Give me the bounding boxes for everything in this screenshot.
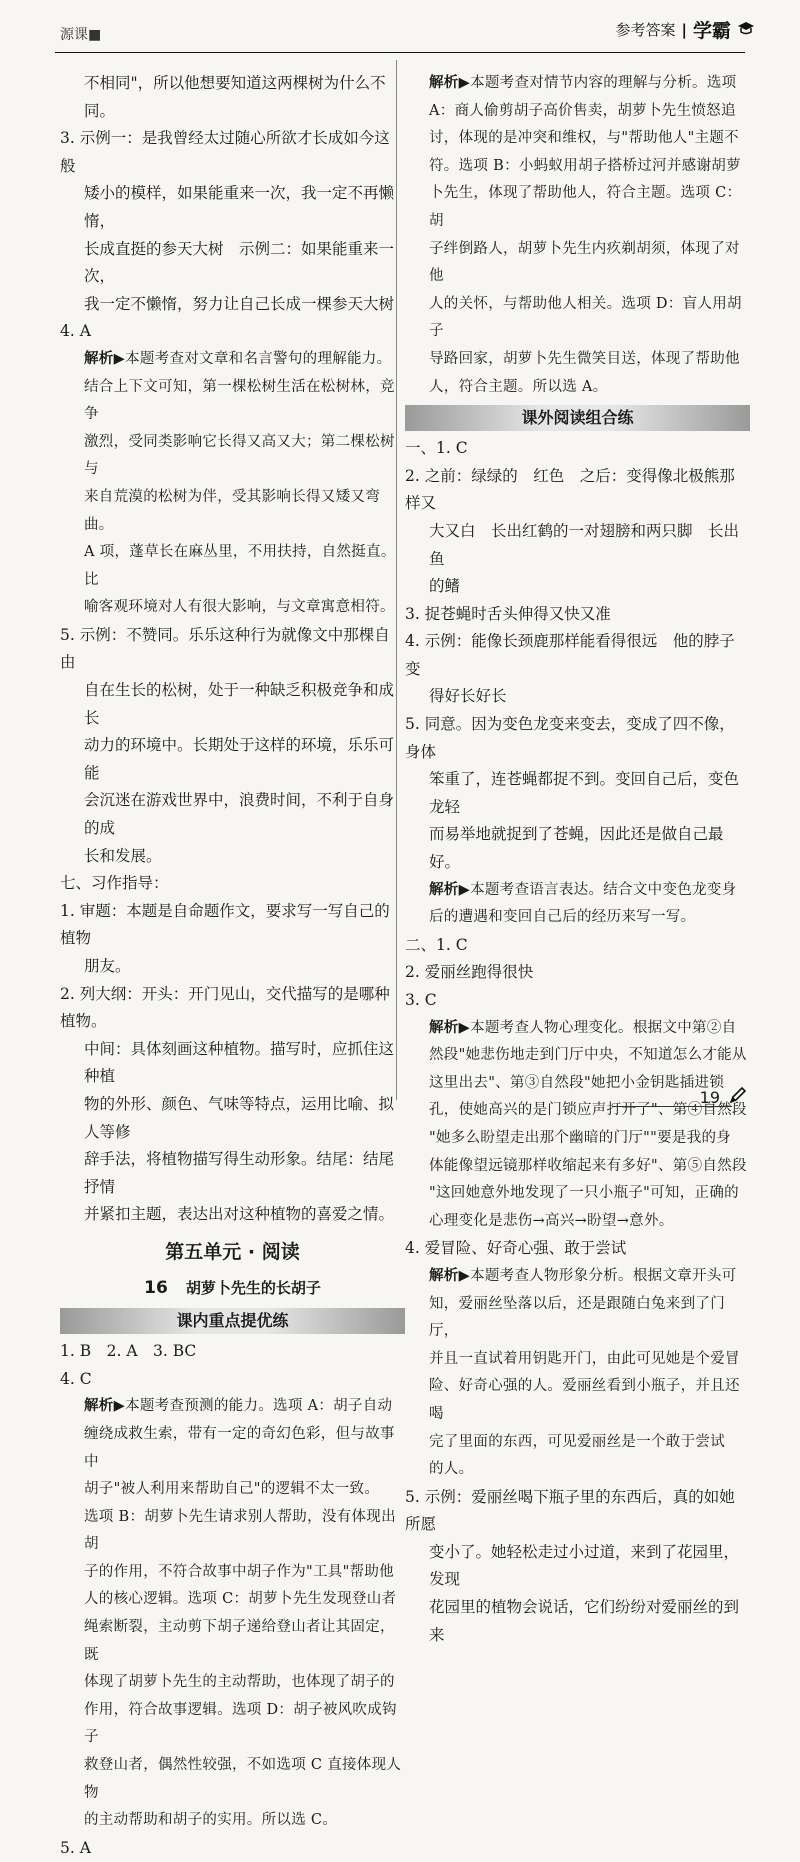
text-line: 子绊倒路人，胡萝卜先生内疚剃胡须，体现了对他 xyxy=(429,240,740,285)
text-line: "她多么盼望走出那个幽暗的门厅""要是我的身 xyxy=(429,1129,732,1146)
graduation-cap-icon xyxy=(737,21,755,39)
answer-item: 1. 审题：本题是自命题作文，要求写一写自己的植物 xyxy=(60,901,390,948)
right-column xyxy=(405,70,750,1649)
answer-item: 5. A xyxy=(60,1838,91,1857)
lesson-number: 16 xyxy=(144,1277,168,1298)
header-rule xyxy=(55,52,745,53)
text-line: 并且一直试着用钥匙开门，由此可见她是个爱冒 xyxy=(429,1350,740,1367)
section-heading: 七、习作指导： xyxy=(60,874,169,893)
answer-item: 4. 示例：能像长颈鹿那样能看得很远 他的脖子变 xyxy=(405,632,735,678)
text-line: 变小了。她轻松走过小过道，来到了花园里，发现 xyxy=(429,1542,740,1589)
text-line: 孔，使她高兴的是门锁应声打开了"、第④自然段 xyxy=(429,1102,747,1119)
explanation-label: 解析▶ xyxy=(84,1398,126,1415)
explanation: 解析▶本题考查人物心理变化。根据文中第②自 xyxy=(429,1019,737,1036)
text-line: 自在生长的松树，处于一种缺乏积极竞争和成长 xyxy=(84,681,395,727)
text-line: 的主动帮助和胡子的实用。所以选 C。 xyxy=(84,1812,338,1829)
explanation: 解析▶本题考查人物形象分析。根据文章开头可 xyxy=(429,1267,737,1284)
text-line: 然段"她悲伤地走到门厅中央，不知道怎么才能从 xyxy=(429,1047,747,1064)
text-line: 激烈，受同类影响它长得又高又大；第二棵松树与 xyxy=(84,433,395,478)
answer-item: 3. 示例一：是我曾经太过随心所欲才长成如今这般 xyxy=(60,129,390,175)
text-line: 会沉迷在游戏世界中，浪费时间，不利于自身的成 xyxy=(84,791,395,838)
text-line: 而易举地就捉到了苍蝇，因此还是做自己最好。 xyxy=(429,825,724,872)
text-line: 救登山者，偶然性较强，不如选项 C 直接体现人物 xyxy=(84,1757,402,1801)
text-line: 讨，体现的是冲突和维权，与"帮助他人"主题不 xyxy=(429,130,739,147)
text-line: 花园里的植物会说话，它们纷纷对爱丽丝的到来 xyxy=(429,1598,740,1644)
footer-rule xyxy=(612,1106,732,1107)
explanation: 解析▶本题考查对文章和名言警句的理解能力。 xyxy=(84,350,392,367)
text-line: 喻客观环境对人有很大影响，与文章寓意相符。 xyxy=(84,599,395,616)
text-line: 绳索断裂，主动剪下胡子递给登山者让其固定，既 xyxy=(84,1619,395,1663)
explanation: 解析▶本题考查对情节内容的理解与分析。选项 xyxy=(429,75,737,91)
text-line: 动力的环境中。长期处于这样的环境，乐乐可能 xyxy=(84,736,395,782)
text-line: 人的核心逻辑。选项 C：胡萝卜先生发现登山者 xyxy=(84,1591,397,1608)
text-line: 胡子"被人利用来帮助自己"的逻辑不太一致。 xyxy=(84,1481,380,1498)
answer-item: 5. 示例：爱丽丝喝下瓶子里的东西后，真的如她所愿 xyxy=(405,1487,735,1534)
text-line: 长和发展。 xyxy=(84,846,162,865)
left-column xyxy=(60,70,405,1862)
answer-item: 一、1. C xyxy=(405,439,468,458)
answer-item: 5. 示例：不赞同。乐乐这种行为就像文中那棵自由 xyxy=(60,625,390,672)
answer-item: 5. 同意。因为变色龙变来变去，变成了四不像，身体 xyxy=(405,715,735,761)
section-banner: 课内重点提优练 xyxy=(60,1308,405,1334)
text-line: 辞手法，将植物描写得生动形象。结尾：结尾抒情 xyxy=(84,1150,395,1196)
text-line: 完了里面的东西，可见爱丽丝是一个敢于尝试 xyxy=(429,1433,725,1450)
text-line: A：商人偷剪胡子高价售卖，胡萝卜先生愤怒追 xyxy=(429,102,736,119)
text-line: 物的外形、颜色、气味等特点，运用比喻、拟人等修 xyxy=(84,1094,395,1141)
header-separator: | xyxy=(681,20,687,39)
answer-item: 3. C xyxy=(405,991,437,1009)
text-line: 作用，符合故事逻辑。选项 D：胡子被风吹成钩子 xyxy=(84,1701,397,1746)
header-right xyxy=(615,16,755,43)
text-line: "这回她意外地发现了一只小瓶子"可知，正确的 xyxy=(429,1185,739,1202)
text-line: 不相同"，所以他想要知道这两棵树为什么不同。 xyxy=(84,74,386,120)
text-line: 体能像望远镜那样收缩起来有多好"、第⑤自然段 xyxy=(429,1157,747,1174)
answer-item: 1. B 2. A 3. BC xyxy=(60,1342,197,1361)
text-line: 心理变化是悲伤→高兴→盼望→意外。 xyxy=(429,1212,674,1229)
text-line: 得好长好长 xyxy=(429,687,507,706)
text-line: 体现了胡萝卜先生的主动帮助，也体现了胡子的 xyxy=(84,1674,395,1691)
text-line: 选项 B：胡萝卜先生请求别人帮助，没有体现出胡 xyxy=(84,1508,396,1553)
unit-title: 第五单元 · 阅读 xyxy=(165,1240,300,1263)
answer-item: 4. A xyxy=(60,322,91,341)
text-line: 人，符合主题。所以选 A。 xyxy=(429,378,608,395)
answer-item: 2. 之前：绿绿的 红色 之后：变得像北极熊那样又 xyxy=(405,466,735,513)
page-number: 19 xyxy=(699,1087,720,1107)
text-line: 知，爱丽丝坠落以后，还是跟随白兔来到了门厅， xyxy=(429,1295,725,1340)
explanation-label: 解析▶ xyxy=(429,1019,471,1036)
answer-item: 2. 爱丽丝跑得很快 xyxy=(405,963,534,982)
text-line: 我一定不懒惰，努力让自己长成一棵参天大树 xyxy=(84,294,395,313)
reference-answer-label: 参考答案 xyxy=(615,21,676,39)
answer-item: 二、1. C xyxy=(405,935,468,954)
text-line: 大又白 长出红鹤的一对翅膀和两只脚 长出鱼 xyxy=(429,521,740,568)
lesson-title: 16 胡萝卜先生的长胡子 xyxy=(144,1277,321,1298)
answer-item: 4. 爱冒险、好奇心强、敢于尝试 xyxy=(405,1239,627,1258)
text-line: 并紧扣主题，表达出对这种植物的喜爱之情。 xyxy=(84,1205,395,1224)
text-line: 子的作用，不符合故事中胡子作为"工具"帮助他 xyxy=(84,1563,394,1580)
answer-item: 4. C xyxy=(60,1369,92,1388)
explanation-label: 解析▶ xyxy=(84,350,126,367)
text-line: 人的关怀，与帮助他人相关。选项 D：盲人用胡子 xyxy=(429,295,742,340)
publisher-logo: 源课■ xyxy=(60,27,102,43)
answer-item: 3. 捉苍蝇时舌头伸得又快又准 xyxy=(405,604,611,623)
section-banner: 课外阅读组合练 xyxy=(405,405,750,431)
text-line: 长成直挺的参天大树 示例二：如果能重来一次， xyxy=(84,239,395,286)
explanation: 解析▶本题考查预测的能力。选项 A：胡子自动 xyxy=(84,1398,393,1415)
text-line: 朋友。 xyxy=(84,957,131,975)
text-line: 中间：具体刻画这种植物。描写时，应抓住这种植 xyxy=(84,1039,395,1086)
text-line: 的人。 xyxy=(429,1461,474,1478)
text-line: 符。选项 B：小蚂蚁用胡子搭桥过河并感谢胡萝 xyxy=(429,157,741,174)
text-line: 结合上下文可知，第一棵松树生活在松树林，竞争 xyxy=(84,378,395,423)
text-line: 缠绕成救生索，带有一定的奇幻色彩，但与故事中 xyxy=(84,1425,395,1470)
brand-logo: 学霸 xyxy=(692,20,731,42)
text-line: 来自荒漠的松树为伴，受其影响长得又矮又弯曲。 xyxy=(84,488,380,533)
explanation-label: 解析▶ xyxy=(429,1267,471,1284)
text-line: 的鳍 xyxy=(429,577,461,596)
page-header xyxy=(0,0,800,52)
text-line: A 项，蓬草长在麻丛里，不用扶持，自然挺直。比 xyxy=(84,544,396,588)
text-line: 险、好奇心强的人。爱丽丝看到小瓶子，并且还喝 xyxy=(429,1378,740,1422)
explanation-label: 解析▶ xyxy=(429,881,471,898)
text-line: 后的遭遇和变回自己后的经历来写一写。 xyxy=(429,909,696,926)
text-line: 导路回家，胡萝卜先生微笑目送，体现了帮助他 xyxy=(429,350,740,367)
text-line: 这里出去"、第③自然段"她把小金钥匙插进锁 xyxy=(429,1074,725,1091)
answer-item: 2. 列大纲：开头：开门见山，交代描写的是哪种植物。 xyxy=(60,984,390,1031)
text-line: 笨重了，连苍蝇都捉不到。变回自己后，变色龙轻 xyxy=(429,770,740,816)
explanation: 解析▶本题考查语言表达。结合文中变色龙变身 xyxy=(429,881,737,898)
text-line: 卜先生，体现了帮助他人，符合主题。选项 C：胡 xyxy=(429,185,742,229)
explanation-label: 解析▶ xyxy=(429,75,471,91)
text-line: 矮小的模样，如果能重来一次，我一定不再懒惰， xyxy=(84,184,395,230)
